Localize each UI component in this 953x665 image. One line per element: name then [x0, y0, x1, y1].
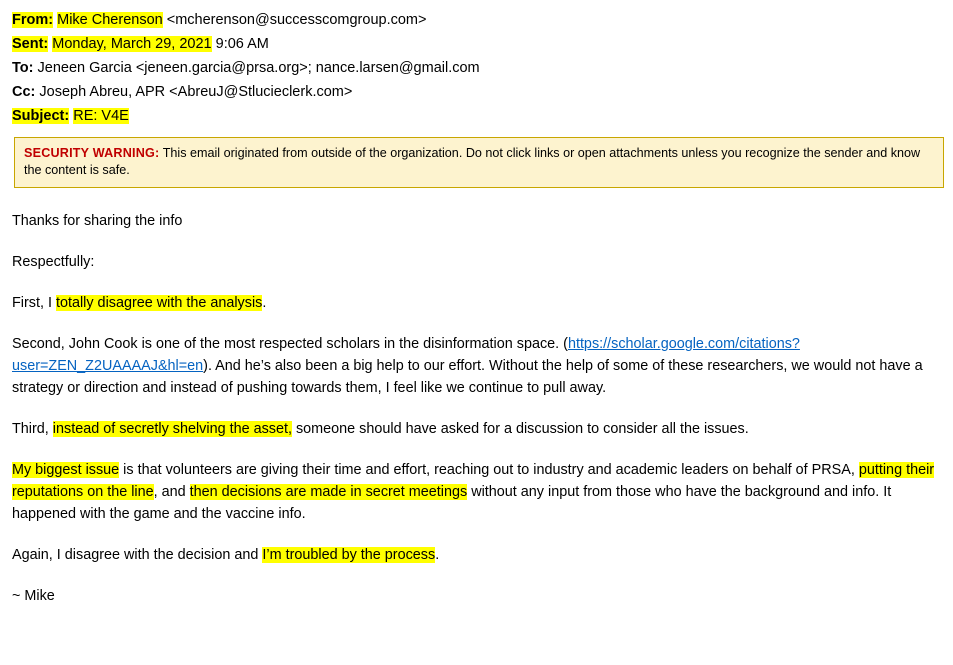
paragraph-second-pre: Second, John Cook is one of the most respected scholars in the disinformation space. (	[12, 336, 568, 352]
header-row-to	[12, 58, 939, 79]
paragraph-second	[12, 333, 939, 399]
biggest-issue-post: without any input from those who have the background and info. It happened with the game and the vaccine info.	[12, 484, 892, 522]
header-row-subject	[12, 106, 939, 127]
paragraph-first-pre: First, I	[12, 295, 56, 311]
security-warning-label: SECURITY WARNING:	[24, 146, 160, 160]
paragraph-thanks: Thanks for sharing the info	[12, 213, 183, 229]
subject-value: RE: V4E	[73, 108, 129, 124]
paragraph-first-highlight: totally disagree with the analysis	[55, 295, 263, 311]
troubled-highlight: I’m troubled by the process	[262, 547, 436, 563]
paragraph-second-post: ). And he’s also been a big help to our effort. Without the help of some of these researchers, we would not have a strategy or direction and instead of pushing towards them, I feel like we continue to pull away.	[12, 358, 923, 396]
paragraph-again-pre: Again, I disagree with the decision and	[12, 547, 263, 563]
paragraph-third-highlight: instead of secretly shelving the asset,	[52, 421, 292, 437]
from-name: Mike Cherenson	[57, 12, 163, 28]
to-label: To:	[12, 60, 34, 76]
security-warning-banner	[14, 137, 944, 188]
from-email: <mcherenson@successcomgroup.com>	[166, 12, 427, 28]
paragraph-again	[12, 544, 939, 566]
paragraph-again-post: .	[435, 547, 440, 563]
paragraph-third-post: someone should have asked for a discussion to consider all the issues.	[291, 421, 749, 437]
reputations-highlight: putting their reputations on the line	[12, 462, 935, 500]
paragraph-first	[12, 292, 939, 314]
header-row-sent	[12, 34, 939, 55]
from-label: From:	[12, 12, 54, 28]
header-row-from	[12, 10, 939, 31]
security-warning-text: This email originated from outside of the organization. Do not click links or open attachments unless you recognize the sender and know the content is safe.	[24, 146, 921, 177]
to-value: Jeneen Garcia <jeneen.garcia@prsa.org>; nance.larsen@gmail.com	[37, 60, 480, 76]
paragraph-first-post: .	[262, 295, 267, 311]
secret-meetings-highlight: then decisions are made in secret meetings	[189, 484, 468, 500]
scholar-profile-link[interactable]: https://scholar.google.com/citations?user=ZEN_Z2UAAAAJ&hl=en	[12, 336, 800, 374]
email-header-block	[12, 10, 939, 127]
paragraph-third-pre: Third,	[12, 421, 53, 437]
biggest-issue-mid2: , and	[153, 484, 190, 500]
biggest-issue-highlight: My biggest issue	[12, 462, 120, 478]
sent-time: 9:06 AM	[215, 36, 269, 52]
header-row-cc	[12, 82, 939, 103]
sent-label: Sent:	[12, 36, 49, 52]
cc-value: Joseph Abreu, APR <AbreuJ@Stlucieclerk.com>	[39, 84, 353, 100]
biggest-issue-mid1: is that volunteers are giving their time and effort, reaching out to industry and academic leaders on behalf of PRSA,	[119, 462, 859, 478]
subject-label: Subject:	[12, 108, 70, 124]
paragraph-third	[12, 418, 939, 440]
paragraph-biggest-issue	[12, 459, 939, 525]
sent-date: Monday, March 29, 2021	[52, 36, 212, 52]
signature: ~ Mike	[12, 588, 55, 604]
cc-label: Cc:	[12, 84, 36, 100]
paragraph-respectfully: Respectfully:	[12, 254, 95, 270]
email-body	[12, 210, 939, 607]
